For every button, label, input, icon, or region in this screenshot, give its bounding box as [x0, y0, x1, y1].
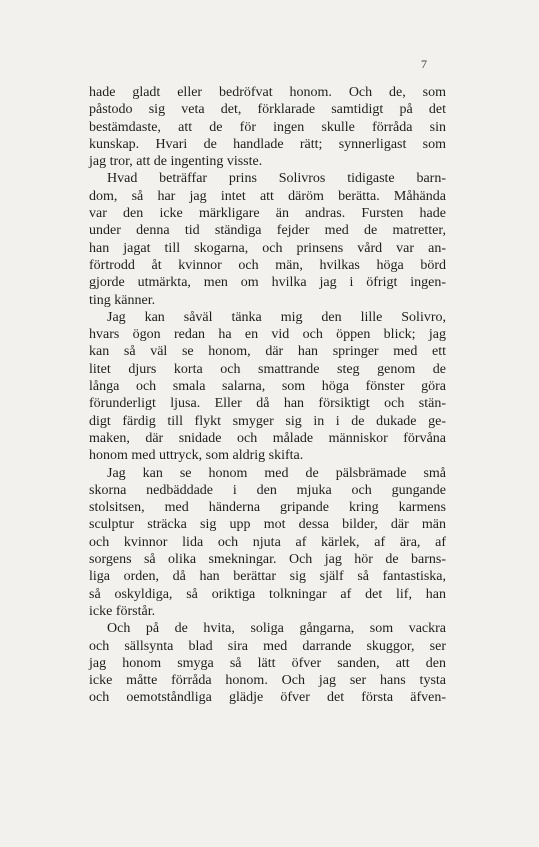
- text-line: förunderligt ljusa. Eller då han försiktigt och stän-: [89, 396, 446, 412]
- text-line: liga orden, då han berättar sig själf så fantastiska,: [89, 569, 446, 585]
- text-line: bestämdaste, att de för ingen skulle förråda sin: [89, 119, 446, 135]
- text-line: och kvinnor lida och njuta af kärlek, af ära, af: [89, 534, 446, 550]
- text-line: långa och smala salarna, som höga fönster göra: [89, 379, 446, 395]
- text-line: icke förstår.: [89, 603, 156, 619]
- text-line: förtrodd åt kvinnor och män, hvilkas höga börd: [89, 257, 446, 273]
- text-line: digt färdig till flykt smyger sig in i de dukade ge-: [89, 413, 446, 429]
- text-line: gjorde utmärkta, men om hvilka jag i öfrigt ingen-: [89, 275, 446, 291]
- text-line: var den icke märkligare än andras. Fursten hade: [89, 206, 446, 222]
- text-line: honom med uttryck, som aldrig skifta.: [89, 448, 304, 464]
- text-line: jag honom smyga så lätt öfver sanden, att den: [89, 655, 446, 671]
- text-line: maken, där snidade och målade människor förvåna: [89, 430, 446, 446]
- text-line: kunskap. Hvari de handlade rätt; synnerligast som: [89, 136, 446, 152]
- text-line: påstodo sig veta det, förklarade samtidigt på det: [89, 102, 446, 118]
- text-line: så oskyldiga, så oriktiga tolkningar af det lif, han: [89, 586, 446, 602]
- text-line: jag tror, att de ingenting visste.: [89, 154, 263, 170]
- text-line: sculptur sträcka sig upp mot dessa bilder, där män: [89, 517, 446, 533]
- text-line: dom, så har jag intet att däröm berätta. Måhända: [89, 188, 446, 204]
- text-line: stolsitsen, med händerna gripande kring karmens: [89, 500, 446, 516]
- body-text: [89, 84, 446, 707]
- text-line: under denna tid ständiga fejder med de matretter,: [89, 223, 446, 239]
- text-line: Och på de hvita, soliga gångarna, som vackra: [107, 621, 446, 637]
- text-line: och oemotståndliga glädje öfver det första äfven-: [89, 690, 446, 706]
- text-line: ting känner.: [89, 292, 156, 308]
- text-line: Hvad beträffar prins Solivros tidigaste barn-: [107, 171, 446, 187]
- text-line: Jag kan se honom med de pälsbrämade små: [107, 465, 446, 481]
- text-line: och sällsynta blad sira med darrande skuggor, ser: [89, 638, 446, 654]
- text-line: kan så väl se honom, där han springer med ett: [89, 344, 446, 360]
- text-line: icke måtte förråda honom. Och jag ser hans tysta: [89, 673, 446, 689]
- text-line: Jag kan såväl tänka mig den lille Solivro,: [107, 309, 446, 325]
- text-line: sorgens så olika smekningar. Och jag hör de barns-: [89, 552, 446, 568]
- text-line: han jagat till skogarna, och prinsens vård var an-: [89, 240, 446, 256]
- text-line: skorna nedbäddade i den mjuka och gungande: [89, 482, 446, 498]
- text-line: litet djurs korta och smattrande steg genom de: [89, 361, 446, 377]
- page-number: 7: [421, 57, 427, 71]
- text-line: hvars ögon redan ha en vid och öppen blick; jag: [89, 327, 446, 343]
- text-line: hade gladt eller bedröfvat honom. Och de, som: [89, 85, 446, 100]
